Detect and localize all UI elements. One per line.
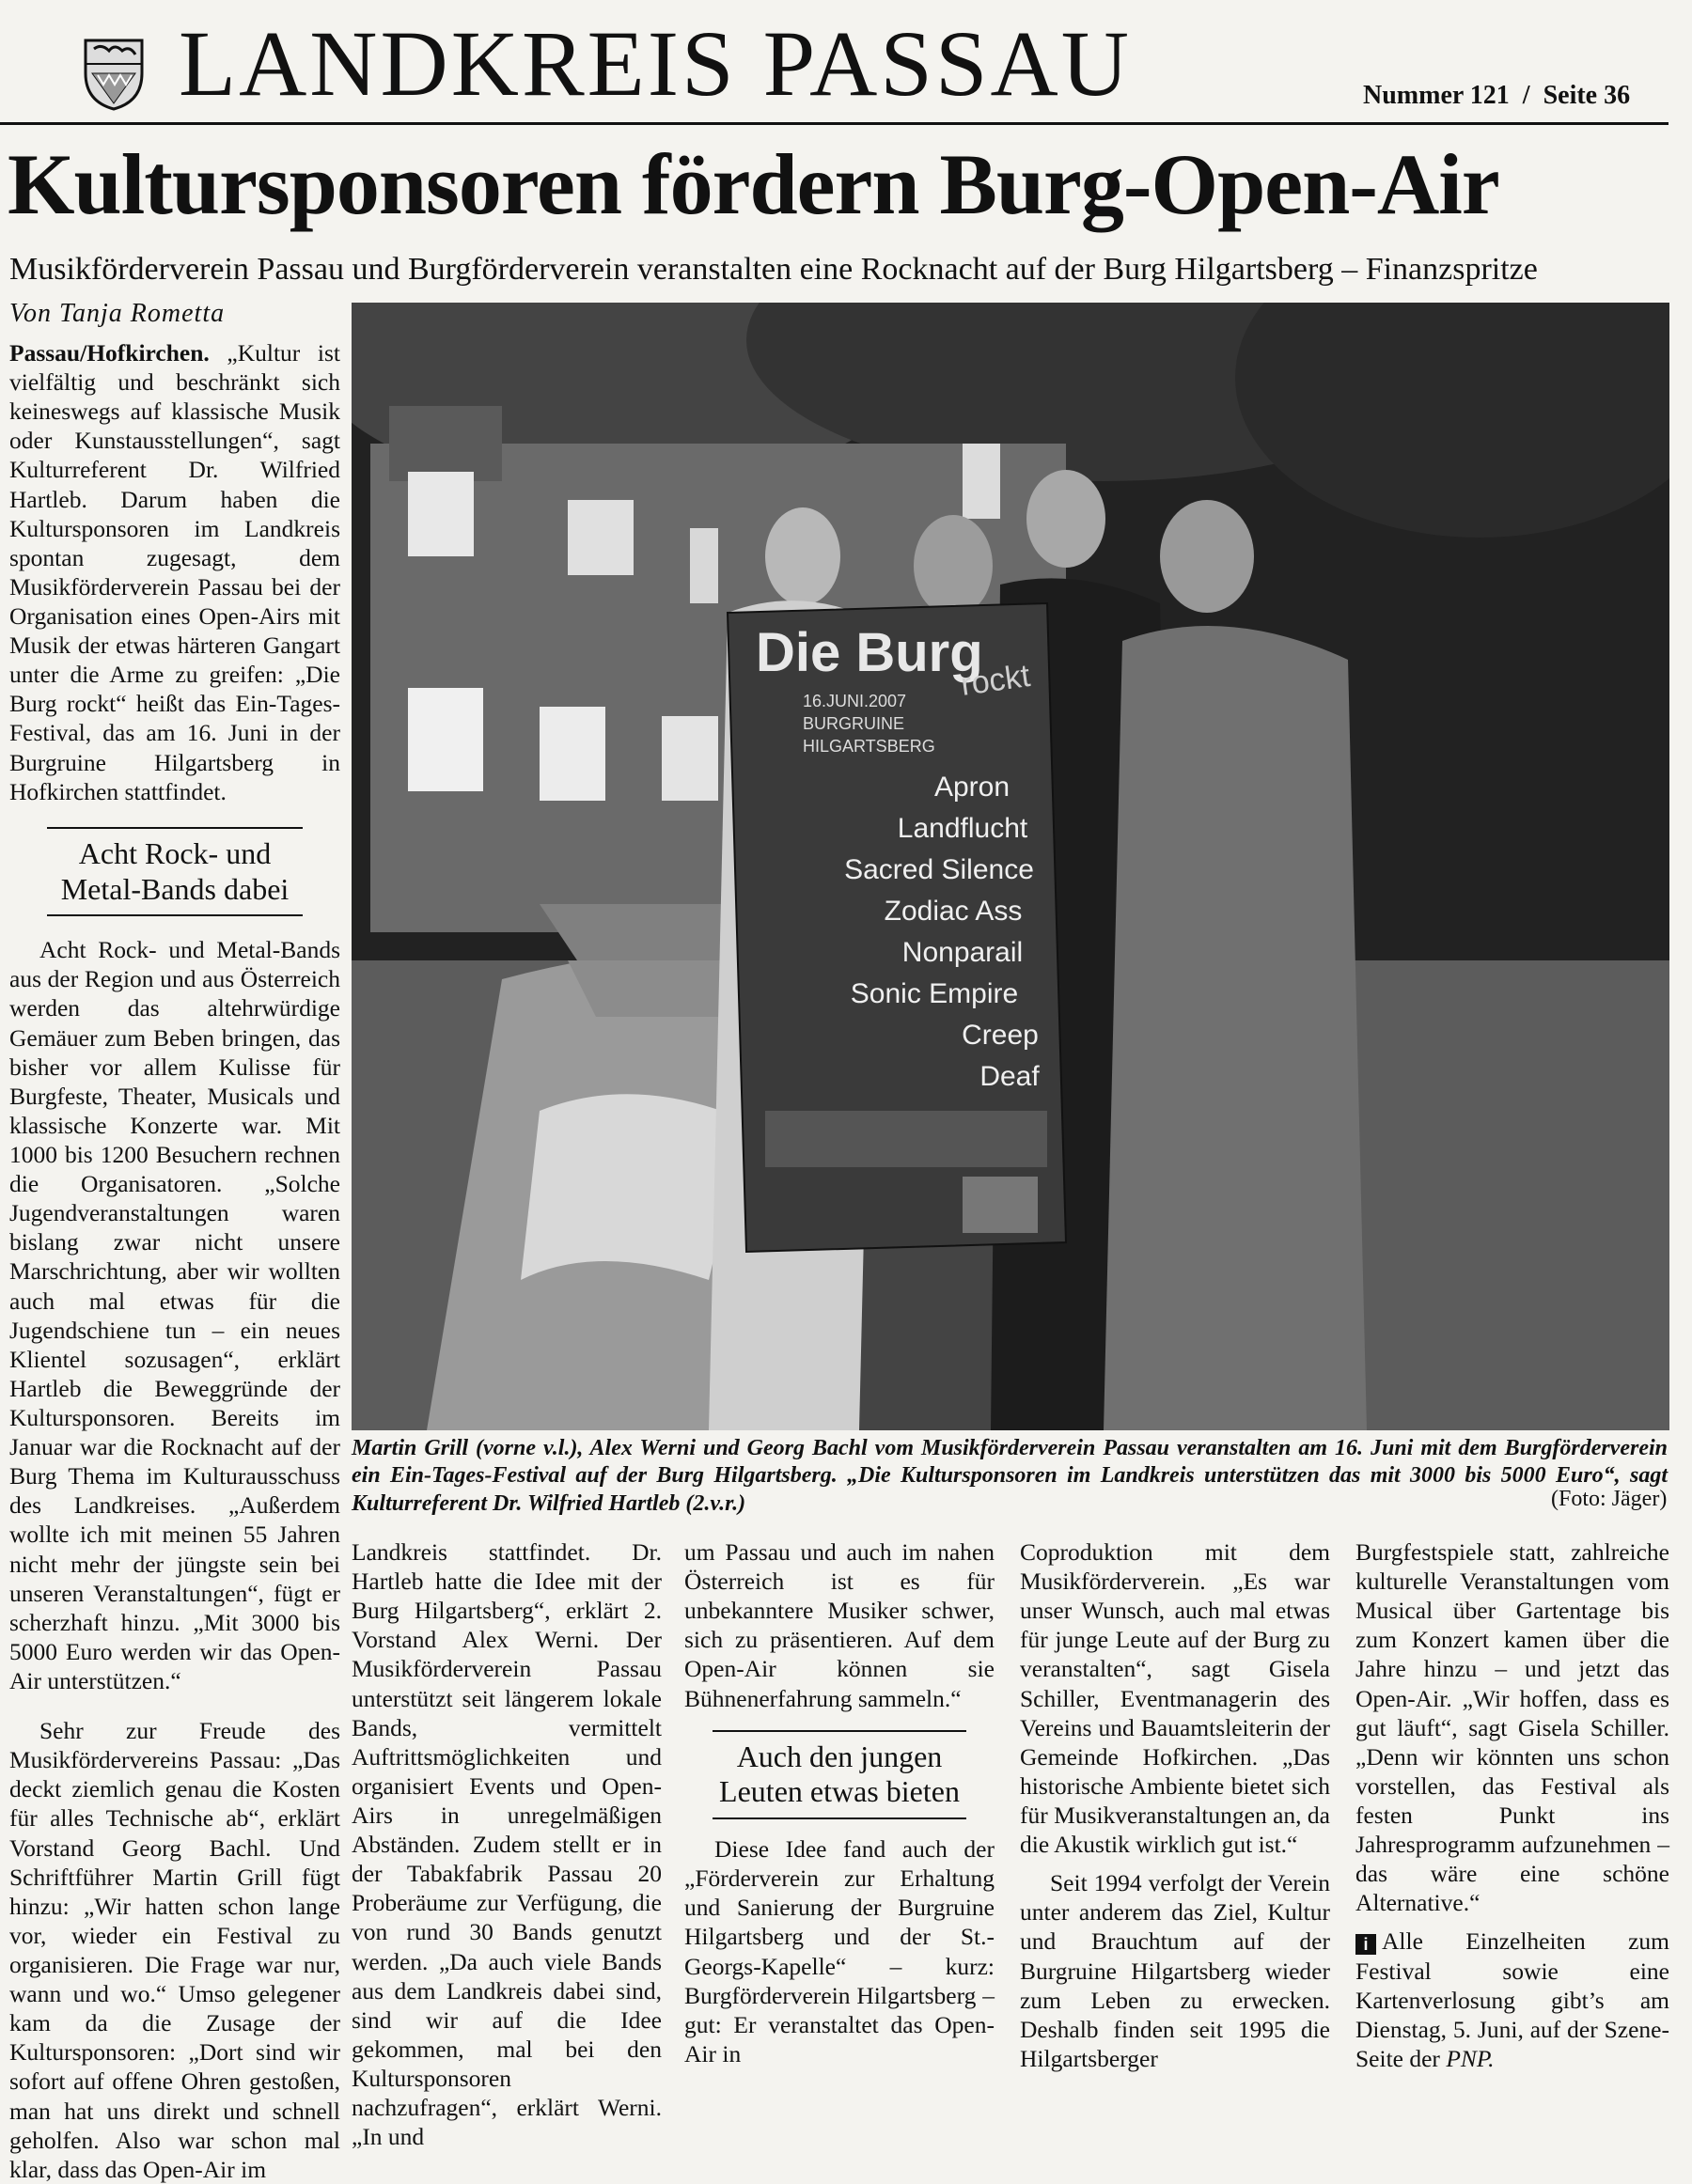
intro-text: „Kultur ist vielfältig und beschränkt sich keineswegs auf klassische Musik oder Kunstausstellungen“, sagt Kulturreferent Dr. Wilfried Hartleb. Darum haben die Kultursponsoren im Landkreis spontan zugesagt, dem Musikförderverein Passau bei der Organisation eines Open-Airs mit Musik der etwas härteren Gangart unter die Arme zu greifen: „Die Burg rockt“ heißt das Ein-Tages-Festival, das am 16. Juni in der Burgruine Hilgartsberg in Hofkirchen stattfindet. [9, 339, 340, 805]
poster-band-name: Sacred Silence [844, 854, 1034, 885]
issue-page-number: Nummer 121 / Seite 36 [1363, 81, 1631, 110]
poster-band-name: Creep [962, 1020, 1039, 1051]
paragraph: Acht Rock- und Metal-Bands aus der Region und aus Österreich werden das altehrwürdige Gemäuer zum Beben bringen, das bisher vor allem Kulisse für Burgfeste, Theater, Musicals und klassische Konzerte war. Mit 1000 bis 1200 Besuchern rechnen die Organisatoren. „Solche Jugendveranstaltungen waren bislang zwar nicht unsere Marschrichtung, aber wir wollten auch mal etwas für die Jugendschiene tun – ein neues Klientel sozusagen“, erklärt Hartleb die Beweggründe der Kultursponsoren. Bereits im Januar war die Rocknacht auf der Burg Thema im Kulturausschuss des Landkreises. „Außerdem wollte ich mit meinen 55 Jahren nicht mehr der jüngste sein bei unseren Veranstaltungen“, fügt er scherzhaft hinzu. „Mit 3000 bis 5000 Euro werden wir das Open-Air unterstützen.“ [9, 936, 340, 1694]
photo-caption: Martin Grill (vorne v.l.), Alex Werni und Georg Bachl vom Musikförderverein Passau veranstalten am 16. Juni mit dem Burgförderverein ein Ein-Tages-Festival auf der Burg Hilgartsberg. „Die Kultursponsoren im Landkreis unterstützen das mit 3000 bis 5000 Euro“, sagt Kulturreferent Dr. Wilfried Hartleb (2.v.r.) [352, 1436, 1668, 1516]
poster-band-name: Nonparail [901, 937, 1024, 968]
paragraph [9, 338, 340, 806]
coat-of-arms-icon [81, 36, 147, 111]
article-column-1 [9, 338, 340, 2184]
poster-band-name: Zodiac Ass [884, 896, 1023, 927]
intertitle-rule [713, 1730, 966, 1732]
section-title: LANDKREIS PASSAU [179, 11, 1132, 116]
article-column-3 [684, 1537, 995, 2068]
poster-band-name: Sonic Empire [850, 978, 1019, 1009]
intertitle-rule [47, 827, 303, 829]
info-source: PNP. [1446, 2044, 1495, 2072]
subheadline: Musikförderverein Passau und Burgförderverein veranstalten eine Rocknacht auf der Burg Hilgartsberg – Finanzspritze [9, 252, 1538, 287]
info-text: Alle Einzelheiten zum Festival sowie eine Kartenverlosung gibt’s am Dienstag, 5. Juni, auf der Szene-Seite der [1355, 1927, 1669, 2072]
header-rule [0, 122, 1668, 125]
info-icon: i [1355, 1934, 1376, 1955]
intertitle: Acht Rock- und Metal-Bands dabei [60, 835, 290, 906]
article-column-4 [1020, 1537, 1330, 2073]
paragraph: Landkreis stattfindet. Dr. Hartleb hatte die Idee mit der Burg Hilgartsberg“, erklärt 2. Vorstand Alex Werni. Der Musikförderverein Passau unterstützt seit längerem lokale Bands, vermittelt Auftrittsmöglichkeiten und organisiert Events und Open-Airs in unregelmäßigen Abständen. Zudem stellt er in der Tabakfabrik Passau 20 Proberäume zur Verfügung, die von rund 30 Bands genutzt werden. „Da auch viele Bands aus dem Landkreis dabei sind, sind wir auf die Idee gekommen, mal bei den Kultursponsoren nachzufragen“, erklärt Werni. „In und [352, 1538, 662, 2151]
festival-poster [728, 603, 1066, 1252]
poster-band-name: Landflucht [897, 813, 1028, 844]
paragraph: Coproduktion mit dem Musikförderverein. „Es war unser Wunsch, auch mal etwas für junge Leute auf der Burg zu veranstalten“, sagt Gisela Schiller, Eventmanagerin des Vereins und Bauamtsleiterin der Gemeinde Hofkirchen. „Das historische Ambiente bietet sich für Musikveranstaltungen an, da die Akustik wirklich gut ist.“ [1020, 1538, 1330, 1859]
poster-band-name: Deaf [979, 1061, 1040, 1092]
poster-venue: HILGARTSBERG [803, 737, 935, 756]
paragraph: Sehr zur Freude des Musikfördervereins Passau: „Das deckt ziemlich genau die Kosten für alles Technische ab“, erklärt Vorstand Georg Bachl. Und Schriftführer Martin Grill fügt hinzu: „Wir hatten schon lange vor, wieder ein Festival zu organisieren. Die Frage war nur, wann und wo.“ Umso gelegener kam da die Zusage der Kultursponsoren: „Dort sind wir sofort auf offene Ohren gestoßen, man hat uns direkt und schnell geholfen. Also war schon mal klar, dass das Open-Air im [9, 1717, 340, 2183]
paragraph: um Passau und auch im nahen Österreich ist es für unbekanntere Musiker schwer, sich zu präsentieren. Auf dem Open-Air können sie Bühnenerfahrung sammeln.“ [684, 1538, 995, 1712]
poster-date: 16.JUNI.2007 [803, 692, 907, 710]
poster-venue: BURGRUINE [803, 714, 905, 733]
headline: Kultursponsoren fördern Burg-Open-Air [8, 136, 1499, 232]
poster-badge: rockt [958, 658, 1033, 703]
photo [352, 303, 1669, 1430]
poster-band-name: Apron [933, 772, 1010, 803]
paragraph: Burgfestspiele statt, zahlreiche kulturelle Veranstaltungen vom Musical über Gartentage bis zum Konzert kamen über die Jahre hinzu – und jetzt das Open-Air. „Wir hoffen, dass es gut läuft“, sagt Gisela Schiller. „Denn wir könnten uns schon vorstellen, das Festival als festen Punkt ins Jahresprogramm aufzunehmen – das wäre eine schöne Alternative.“ [1355, 1538, 1669, 1917]
info-box [1355, 1927, 1669, 2073]
poster-title: Die Burg [756, 622, 983, 683]
dateline: Passau/Hofkirchen. [9, 339, 210, 367]
paragraph: Diese Idee fand auch der „Förderverein zur Erhaltung und Sanierung der Burgruine Hilgartsberg und der St.-Georgs-Kapelle“ – kurz: Burgförderverein Hilgartsberg – gut: Er veranstaltet das Open-Air in [684, 1835, 995, 2067]
byline: Von Tanja Rometta [9, 299, 226, 328]
photo-credit: (Foto: Jäger) [1551, 1487, 1668, 1511]
intertitle-rule [713, 1817, 966, 1819]
article-column-5 [1355, 1537, 1669, 2073]
intertitle: Auch den jungen Leuten etwas bieten [719, 1739, 960, 1809]
paragraph: Seit 1994 verfolgt der Verein unter anderem das Ziel, Kultur und Brauchtum auf der Burgruine Hilgartsberg wieder zum Leben zu erwecken. Deshalb finden seit 1995 die Hilgartsberger [1020, 1869, 1330, 2072]
intertitle-rule [47, 914, 303, 916]
article-column-2 [352, 1537, 662, 2151]
